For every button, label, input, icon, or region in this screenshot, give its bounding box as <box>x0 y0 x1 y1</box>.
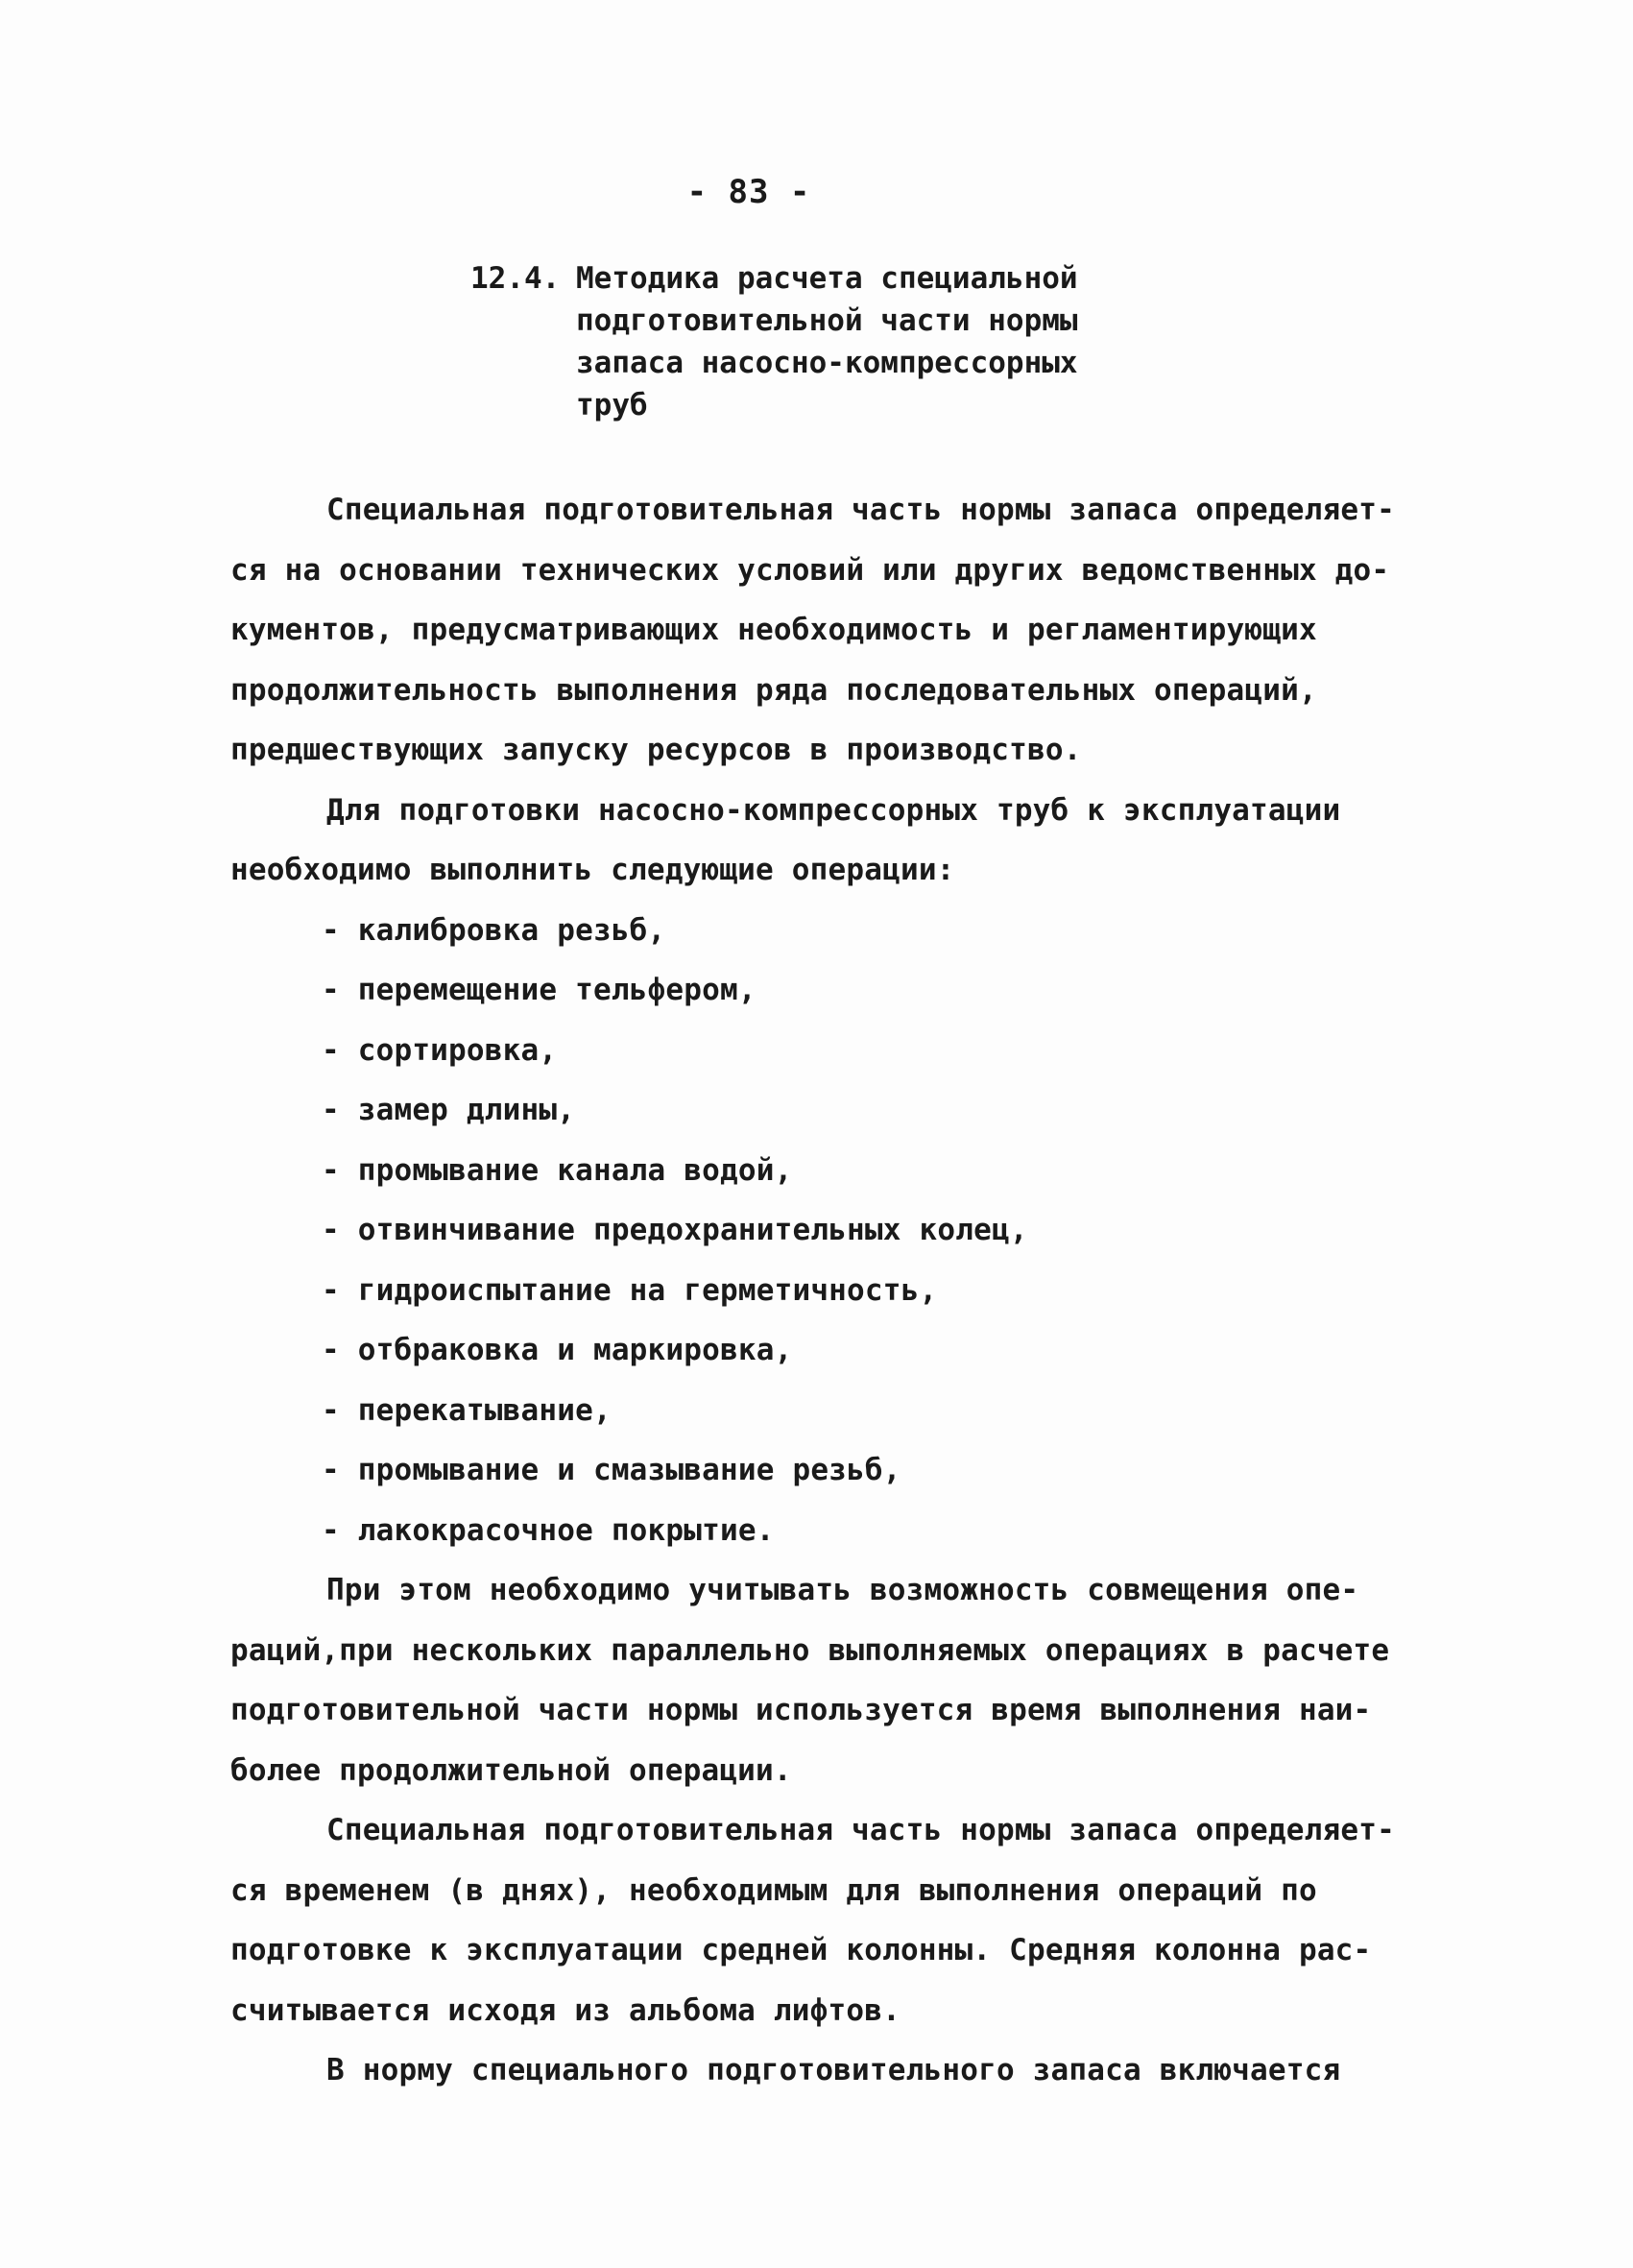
heading-line-1 <box>470 257 1200 300</box>
paragraph-line: В норму специального подготовительного запаса включается <box>326 2053 1341 2087</box>
list-item: - промывание и смазывание резьб, <box>322 1453 901 1487</box>
paragraph-line: ся на основании технических условий или других ведомственных до- <box>230 552 1390 588</box>
paragraph-line: предшествующих запуску ресурсов в производство. <box>230 733 1082 767</box>
list-item: - лакокрасочное покрытие. <box>322 1512 775 1548</box>
paragraph-line: подготовке к эксплуатации средней колонны. Средняя колонна рас- <box>230 1933 1372 1967</box>
paragraph-3 <box>230 1560 1411 1800</box>
section-heading <box>470 257 1200 426</box>
list-item: - отвинчивание предохранительных колец, <box>322 1213 1028 1247</box>
list-item: - промывание канала водой, <box>322 1152 793 1188</box>
paragraph-line: При этом необходимо учитывать возможность совмещения опе- <box>326 1573 1359 1607</box>
paragraph-line: необходимо выполнить следующие операции: <box>230 853 955 887</box>
paragraph-5 <box>230 2040 1411 2101</box>
operations-list <box>230 901 1411 1561</box>
paragraph-2 <box>230 781 1411 901</box>
paragraph-line: продолжительность выполнения ряда последовательных операций, <box>230 672 1317 708</box>
paragraph-line: Для подготовки насосно-компрессорных труб к эксплуатации <box>326 792 1341 828</box>
heading-line-2: подготовительной части нормы <box>576 303 1078 338</box>
list-item: - замер длины, <box>322 1093 576 1127</box>
heading-line-4: труб <box>576 388 648 422</box>
paragraph-line: Специальная подготовительная часть нормы запаса определяет- <box>326 493 1395 527</box>
paragraph-line: подготовительной части нормы используется время выполнения наи- <box>230 1693 1372 1727</box>
paragraph-line: раций,при нескольких параллельно выполняемых операциях в расчете <box>230 1632 1390 1668</box>
paragraph-line: ся временем (в днях), необходимым для выполнения операций по <box>230 1872 1317 1908</box>
page-number: - 83 - <box>686 173 811 211</box>
paragraph-line: считывается исходя из альбома лифтов. <box>230 1992 901 2028</box>
list-item: - перемещение тельфером, <box>322 973 756 1007</box>
body-text <box>230 480 1411 2101</box>
paragraph-line: кументов, предусматривающих необходимость и регламентирующих <box>230 613 1317 647</box>
list-item: - калибровка резьб, <box>322 912 666 948</box>
section-number: 12.4. <box>470 261 561 296</box>
list-item: - гидроиспытание на герметичность, <box>322 1272 938 1308</box>
list-item: - перекатывание, <box>322 1392 612 1428</box>
paragraph-line: более продолжительной операции. <box>230 1752 792 1788</box>
list-item: - отбраковка и маркировка, <box>322 1333 793 1367</box>
paragraph-4 <box>230 1800 1411 2040</box>
list-item: - сортировка, <box>322 1032 558 1068</box>
paragraph-1 <box>230 480 1411 781</box>
heading-line-3: запаса насосно-компрессорных <box>576 346 1078 380</box>
paragraph-line: Специальная подготовительная часть нормы запаса определяет- <box>326 1813 1395 1847</box>
heading-text-1: Методика расчета специальной <box>576 261 1078 296</box>
